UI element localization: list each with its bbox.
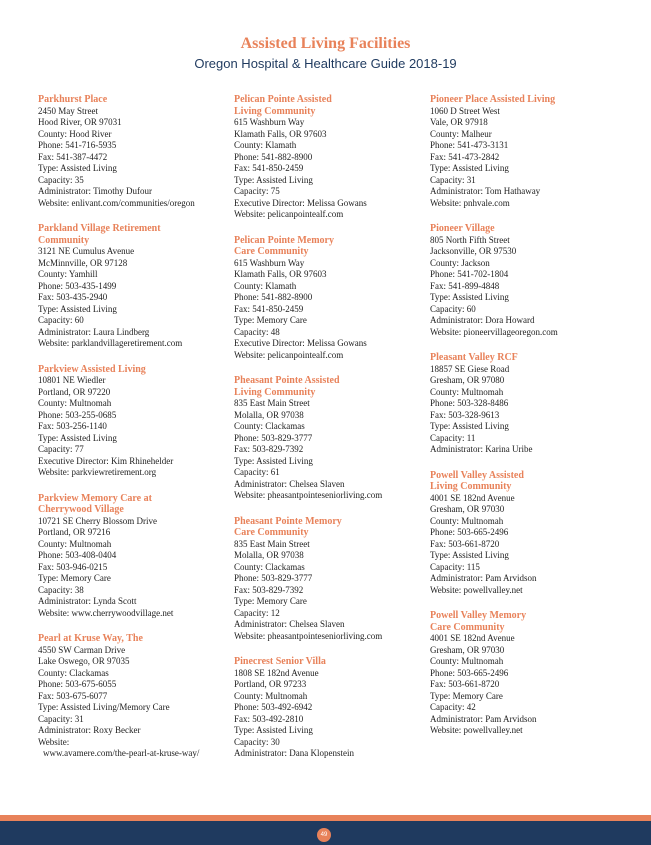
facility-detail: Capacity: 115	[430, 561, 480, 572]
facility-detail: Type: Assisted Living	[234, 725, 313, 735]
facility-detail: Website: powellvalley.net	[430, 584, 523, 595]
facility-entry	[38, 223, 228, 350]
facility-name: Parkview Memory Care at	[38, 492, 152, 504]
facility-detail: Phone: 503-408-0404	[38, 550, 117, 560]
facility-name: Living Community	[430, 481, 512, 492]
facility-detail: Administrator: Pam Arvidson	[430, 713, 537, 724]
facility-detail: 1060 D Street West	[430, 105, 500, 116]
facility-detail: 2450 May Street	[38, 105, 98, 116]
facility-detail: Phone: 503-328-8486	[430, 398, 509, 408]
facility-detail: Klamath Falls, OR 97603	[234, 128, 327, 139]
facility-name: Living Community	[234, 386, 316, 398]
facility-name: Community	[38, 234, 90, 246]
facility-detail: Phone: 503-829-3777	[234, 573, 313, 583]
facility-entry	[430, 94, 620, 209]
facility-name: Living Community	[234, 105, 316, 117]
facility-name: Pleasant Valley RCF	[430, 352, 518, 363]
facility-detail: Portland, OR 97216	[38, 527, 111, 537]
facility-detail: Executive Director: Kim Rhinehelder	[38, 455, 174, 466]
facility-detail: 835 East Main Street	[234, 398, 310, 408]
facility-entry	[38, 94, 228, 209]
facility-detail: Fax: 503-829-7392	[234, 584, 304, 595]
facility-entry	[38, 364, 228, 479]
facility-detail: Phone: 541-716-5935	[38, 140, 117, 150]
facility-name: Powell Valley Assisted	[430, 469, 524, 481]
facility-detail: 10801 NE Wiedler	[38, 375, 106, 385]
facility-detail: Fax: 541-473-2842	[430, 151, 500, 162]
facility-detail: Klamath Falls, OR 97603	[234, 269, 327, 279]
facility-entry	[234, 235, 424, 362]
facility-detail: Capacity: 42	[430, 702, 476, 712]
facility-detail: Administrator: Dana Klopenstein	[234, 748, 354, 758]
facility-detail: 805 North Fifth Street	[430, 234, 510, 245]
facility-detail: County: Klamath	[234, 140, 297, 150]
facility-detail: Website: powellvalley.net	[430, 725, 523, 735]
column-3	[430, 94, 620, 751]
facility-detail: Website: parkviewretirement.org	[38, 467, 157, 477]
facility-detail: Website: pheasantpointeseniorliving.com	[234, 630, 383, 641]
facility-detail: Gresham, OR 97030	[430, 644, 505, 655]
facility-detail: Jacksonville, OR 97530	[430, 246, 517, 256]
page-header	[0, 34, 651, 73]
facility-name: Pheasant Pointe Memory	[234, 515, 342, 527]
facility-detail: Type: Assisted Living/Memory Care	[38, 702, 170, 712]
facility-detail: Type: Assisted Living	[430, 421, 509, 431]
facility-name: Pheasant Pointe Assisted	[234, 375, 340, 386]
facility-detail: Capacity: 48	[234, 326, 280, 337]
facility-entry	[38, 493, 228, 620]
facility-detail: County: Multnomah	[430, 515, 504, 526]
facility-name: Care Community	[430, 621, 505, 633]
facility-detail: Phone: 503-255-0685	[38, 409, 117, 420]
facility-detail: 4001 SE 182nd Avenue	[430, 633, 515, 643]
facility-detail: Phone: 541-882-8900	[234, 292, 313, 302]
facility-detail: 835 East Main Street	[234, 538, 310, 549]
facility-detail: Phone: 503-829-3777	[234, 432, 313, 443]
facility-detail: 1808 SE 182nd Avenue	[234, 667, 319, 678]
facility-detail: Capacity: 61	[234, 467, 280, 477]
facility-detail: Executive Director: Melissa Gowans	[234, 197, 367, 208]
facility-name: Parkhurst Place	[38, 94, 108, 105]
facility-detail: 3121 NE Cumulus Avenue	[38, 246, 135, 256]
facility-detail: Capacity: 12	[234, 607, 280, 618]
facility-detail: Type: Assisted Living	[430, 550, 509, 560]
facility-detail: Phone: 541-702-1804	[430, 269, 509, 279]
facility-detail: Administrator: Tom Hathaway	[430, 186, 541, 196]
facility-entry	[430, 470, 620, 597]
facility-detail: Website: www.cherrywoodvillage.net	[38, 607, 174, 618]
facility-name: Parkland Village Retirement	[38, 223, 161, 234]
facility-detail: Vale, OR 97918	[430, 117, 488, 127]
facility-detail: Type: Assisted Living	[234, 174, 313, 185]
facility-detail: Administrator: Laura Lindberg	[38, 326, 150, 337]
facility-detail: Phone: 503-665-2496	[430, 667, 509, 678]
facility-detail: Molalla, OR 97038	[234, 550, 304, 560]
facility-detail: Type: Memory Care	[234, 596, 307, 606]
facility-detail: County: Jackson	[430, 257, 490, 268]
facility-entry	[234, 94, 424, 221]
facility-detail: 615 Washburn Way	[234, 257, 305, 268]
facility-detail: McMinnville, OR 97128	[38, 257, 128, 268]
facility-detail: Phone: 503-435-1499	[38, 280, 117, 291]
facility-detail: Website:	[38, 736, 70, 747]
facility-name: Pioneer Place Assisted Living	[430, 94, 556, 105]
facility-detail: Capacity: 11	[430, 432, 476, 443]
facility-detail: County: Multnomah	[430, 386, 504, 397]
facility-detail: Type: Assisted Living	[430, 163, 509, 173]
facility-detail: Website: pelicanpointealf.com	[234, 349, 344, 360]
facility-detail: Type: Assisted Living	[430, 292, 509, 302]
facility-entry	[430, 352, 620, 456]
facility-detail: Fax: 541-899-4848	[430, 280, 500, 291]
facility-detail: Website: pioneervillageoregon.com	[430, 326, 558, 337]
facility-website-url: www.avamere.com/the-pearl-at-kruse-way/	[43, 748, 200, 758]
facility-entry	[38, 633, 228, 760]
facility-detail: Type: Assisted Living	[38, 163, 117, 173]
facility-detail: Website: enlivant.com/communities/oregon	[38, 197, 195, 208]
facility-detail: 10721 SE Cherry Blossom Drive	[38, 515, 157, 526]
facility-entry	[234, 375, 424, 502]
facility-name: Powell Valley Memory	[430, 610, 527, 621]
facility-name: Care Community	[234, 527, 309, 538]
facility-detail: Capacity: 31	[38, 713, 84, 724]
facility-detail: Type: Memory Care	[38, 573, 111, 583]
facility-detail: County: Malheur	[430, 128, 492, 139]
facility-detail: Phone: 541-473-3131	[430, 140, 509, 150]
column-1	[38, 94, 228, 774]
facility-detail: County: Multnomah	[430, 656, 504, 666]
facility-detail: Fax: 503-256-1140	[38, 421, 107, 431]
facility-detail: Capacity: 31	[430, 174, 476, 185]
facility-detail: Capacity: 30	[234, 736, 280, 747]
facility-detail: Fax: 503-829-7392	[234, 444, 304, 454]
facility-name: Cherrywood Village	[38, 504, 124, 515]
column-2	[234, 94, 424, 774]
facility-detail: Gresham, OR 97080	[430, 375, 505, 385]
facility-detail: Phone: 503-675-6055	[38, 679, 117, 689]
facility-detail: Fax: 503-435-2940	[38, 292, 108, 302]
facility-name: Pelican Pointe Memory	[234, 234, 334, 246]
facility-detail: Fax: 503-328-9613	[430, 409, 500, 420]
page-title: Assisted Living Facilities	[240, 35, 411, 52]
facility-detail: Portland, OR 97220	[38, 386, 111, 397]
facility-detail: Administrator: Chelsea Slaven	[234, 619, 345, 629]
facility-detail: Lake Oswego, OR 97035	[38, 656, 130, 666]
facility-detail: Fax: 503-661-8720	[430, 679, 500, 689]
facility-detail: Hood River, OR 97031	[38, 117, 122, 127]
facility-detail: Website: pelicanpointealf.com	[234, 209, 344, 219]
facility-detail: County: Clackamas	[234, 561, 305, 572]
facility-detail: Capacity: 35	[38, 174, 84, 185]
facility-detail: Gresham, OR 97030	[430, 504, 505, 514]
facility-detail: Administrator: Roxy Becker	[38, 725, 141, 735]
facility-name: Pinecrest Senior Villa	[234, 656, 326, 667]
page-subtitle: Oregon Hospital & Healthcare Guide 2018-19	[194, 56, 457, 71]
facility-detail: 4001 SE 182nd Avenue	[430, 492, 515, 503]
facility-detail: Fax: 541-387-4472	[38, 151, 108, 162]
facility-detail: Capacity: 60	[430, 303, 476, 314]
facility-detail: Capacity: 75	[234, 186, 280, 196]
facility-detail: County: Multnomah	[38, 538, 112, 549]
facility-detail: Administrator: Dora Howard	[430, 315, 535, 325]
facility-detail: Type: Assisted Living	[38, 303, 117, 314]
facility-detail: Website: parklandvillageretirement.com	[38, 338, 183, 348]
facility-detail: County: Hood River	[38, 128, 112, 139]
facility-detail: Type: Assisted Living	[38, 432, 117, 443]
facility-entry	[430, 610, 620, 737]
facility-detail: Fax: 503-946-0215	[38, 561, 108, 572]
facility-detail: County: Clackamas	[38, 667, 109, 678]
facility-entry	[234, 516, 424, 643]
facility-detail: County: Yamhill	[38, 269, 98, 279]
facility-detail: County: Klamath	[234, 280, 297, 291]
facility-detail: Fax: 503-675-6077	[38, 690, 108, 701]
facility-name: Parkview Assisted Living	[38, 363, 146, 375]
facility-detail: Capacity: 60	[38, 315, 84, 325]
facility-detail: Executive Director: Melissa Gowans	[234, 338, 367, 348]
facility-detail: Fax: 541-850-2459	[234, 303, 304, 314]
facility-detail: 18857 SE Giese Road	[430, 363, 510, 374]
facility-detail: Administrator: Pam Arvidson	[430, 573, 537, 583]
facility-name: Pioneer Village	[430, 223, 495, 234]
facility-detail: Administrator: Chelsea Slaven	[234, 478, 345, 489]
facility-detail: Administrator: Karina Uribe	[430, 444, 533, 454]
facility-name: Pearl at Kruse Way, The	[38, 633, 143, 644]
facility-listing	[38, 94, 618, 774]
facility-detail: Website: pheasantpointeseniorliving.com	[234, 490, 383, 500]
facility-name: Pelican Pointe Assisted	[234, 94, 332, 105]
facility-detail: Phone: 541-882-8900	[234, 151, 313, 162]
facility-detail: 4550 SW Carman Drive	[38, 644, 126, 655]
facility-entry	[430, 223, 620, 338]
facility-detail: Portland, OR 97233	[234, 679, 307, 689]
facility-name: Care Community	[234, 246, 309, 257]
facility-detail: Fax: 503-492-2810	[234, 713, 304, 724]
facility-entry	[234, 656, 424, 760]
facility-detail: Molalla, OR 97038	[234, 409, 304, 420]
facility-detail: Administrator: Lynda Scott	[38, 596, 137, 606]
facility-detail: Fax: 503-661-8720	[430, 538, 500, 549]
facility-detail: Type: Memory Care	[430, 690, 503, 701]
facility-detail: 615 Washburn Way	[234, 117, 305, 127]
facility-detail: Type: Memory Care	[234, 315, 307, 325]
facility-detail: Capacity: 77	[38, 444, 84, 454]
facility-detail: Fax: 541-850-2459	[234, 163, 304, 173]
facility-detail: County: Multnomah	[38, 398, 112, 408]
page-number: 49	[317, 828, 331, 842]
facility-detail: County: Multnomah	[234, 690, 308, 701]
facility-detail: Phone: 503-492-6942	[234, 702, 313, 712]
facility-detail: Website: pnhvale.com	[430, 197, 510, 208]
facility-detail: Capacity: 38	[38, 584, 84, 595]
facility-detail: Type: Assisted Living	[234, 455, 313, 466]
facility-detail: Phone: 503-665-2496	[430, 527, 509, 537]
facility-detail: Administrator: Timothy Dufour	[38, 186, 153, 196]
facility-detail: County: Clackamas	[234, 421, 305, 431]
